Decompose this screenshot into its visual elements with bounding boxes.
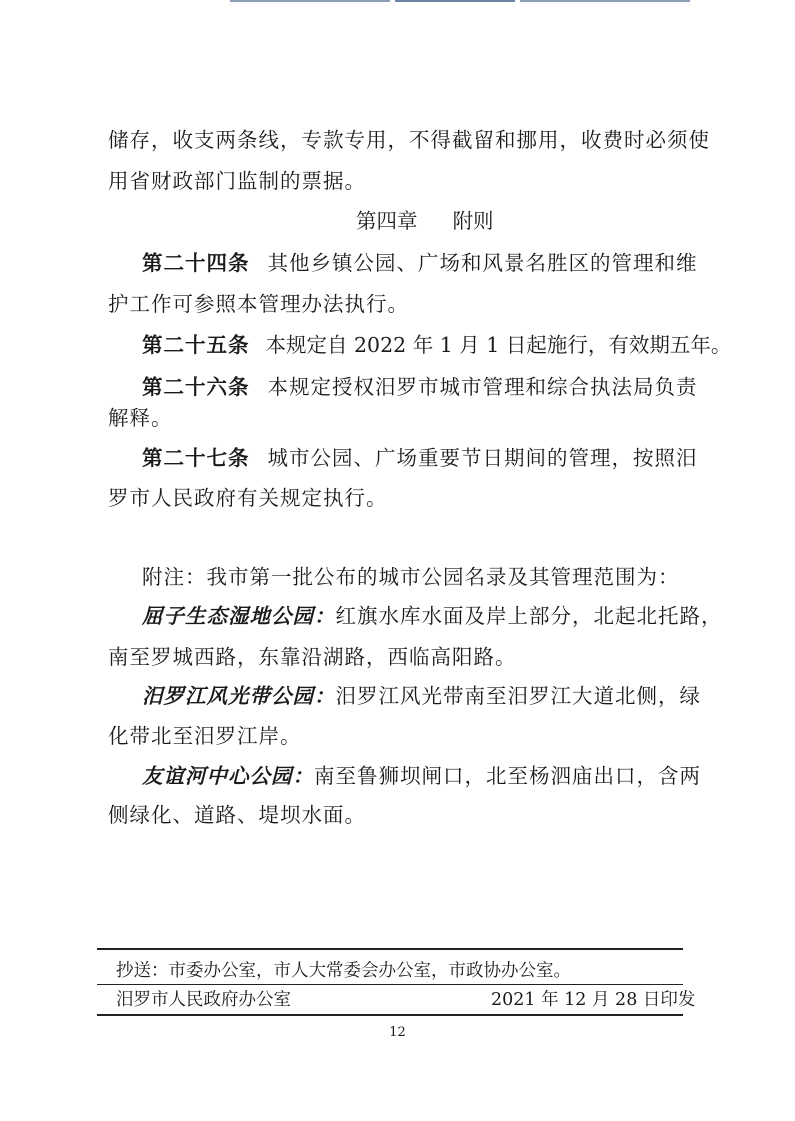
park-scope-continued: 侧绿化、道路、堤坝水面。: [108, 803, 366, 827]
footer-rule-bottom: [97, 1014, 683, 1016]
article-text: 本规定自 2022 年 1 月 1 日起施行，有效期五年。: [265, 333, 732, 357]
article-24: [142, 251, 698, 275]
park-scope: 南至鲁狮坝闸口，北至杨泗庙出口，含两: [314, 764, 701, 788]
chapter-title: 第四章: [356, 209, 418, 233]
scan-edge-marks: [0, 0, 795, 4]
article-25: [142, 333, 731, 357]
park-name: 汨罗江风光带公园：: [142, 684, 336, 708]
article-text: 本规定授权汨罗市城市管理和综合执法局负责: [267, 375, 698, 399]
park-name: 友谊河中心公园：: [142, 764, 314, 788]
park-name: 屈子生态湿地公园：: [142, 604, 336, 628]
article-27: [142, 446, 698, 470]
body-line: 用省财政部门监制的票据。: [108, 169, 366, 193]
article-text-continued: 罗市人民政府有关规定执行。: [108, 486, 388, 510]
note-intro: 附注：我市第一批公布的城市公园名录及其管理范围为：: [142, 565, 680, 589]
park-scope-continued: 化带北至汨罗江岸。: [108, 724, 302, 748]
footer-rule-top: [97, 948, 683, 950]
article-label: 第二十五条: [142, 333, 250, 357]
park-scope: 红旗水库水面及岸上部分，北起北托路，: [335, 604, 723, 628]
article-text: 其他乡镇公园、广场和风景名胜区的管理和维: [267, 251, 698, 275]
park-entry: [142, 684, 701, 708]
cc-line: 抄送：市委办公室，市人大常委会办公室，市政协办公室。: [116, 961, 571, 981]
park-scope: 汨罗江风光带南至汨罗江大道北侧，绿: [335, 684, 701, 708]
chapter-heading: [356, 209, 494, 233]
footer-rule-middle: [97, 984, 683, 985]
park-entry: [142, 604, 723, 628]
article-text: 城市公园、广场重要节日期间的管理，按照汨: [267, 446, 698, 470]
issue-date: 2021 年 12 月 28 日印发: [491, 990, 696, 1010]
article-26: [142, 375, 698, 399]
article-label: 第二十六条: [142, 375, 250, 399]
park-entry: [142, 764, 701, 788]
article-text-continued: 解释。: [108, 406, 173, 430]
park-scope-continued: 南至罗城西路，东靠沿湖路，西临高阳路。: [108, 645, 517, 669]
article-label: 第二十四条: [142, 251, 250, 275]
article-text-continued: 护工作可参照本管理办法执行。: [108, 292, 409, 316]
chapter-name: 附则: [452, 209, 494, 233]
page-number: 12: [389, 1025, 406, 1040]
article-label: 第二十七条: [142, 446, 250, 470]
body-line: 储存，收支两条线，专款专用，不得截留和挪用，收费时必须使: [108, 128, 710, 152]
issuer: 汨罗市人民政府办公室: [116, 990, 291, 1010]
